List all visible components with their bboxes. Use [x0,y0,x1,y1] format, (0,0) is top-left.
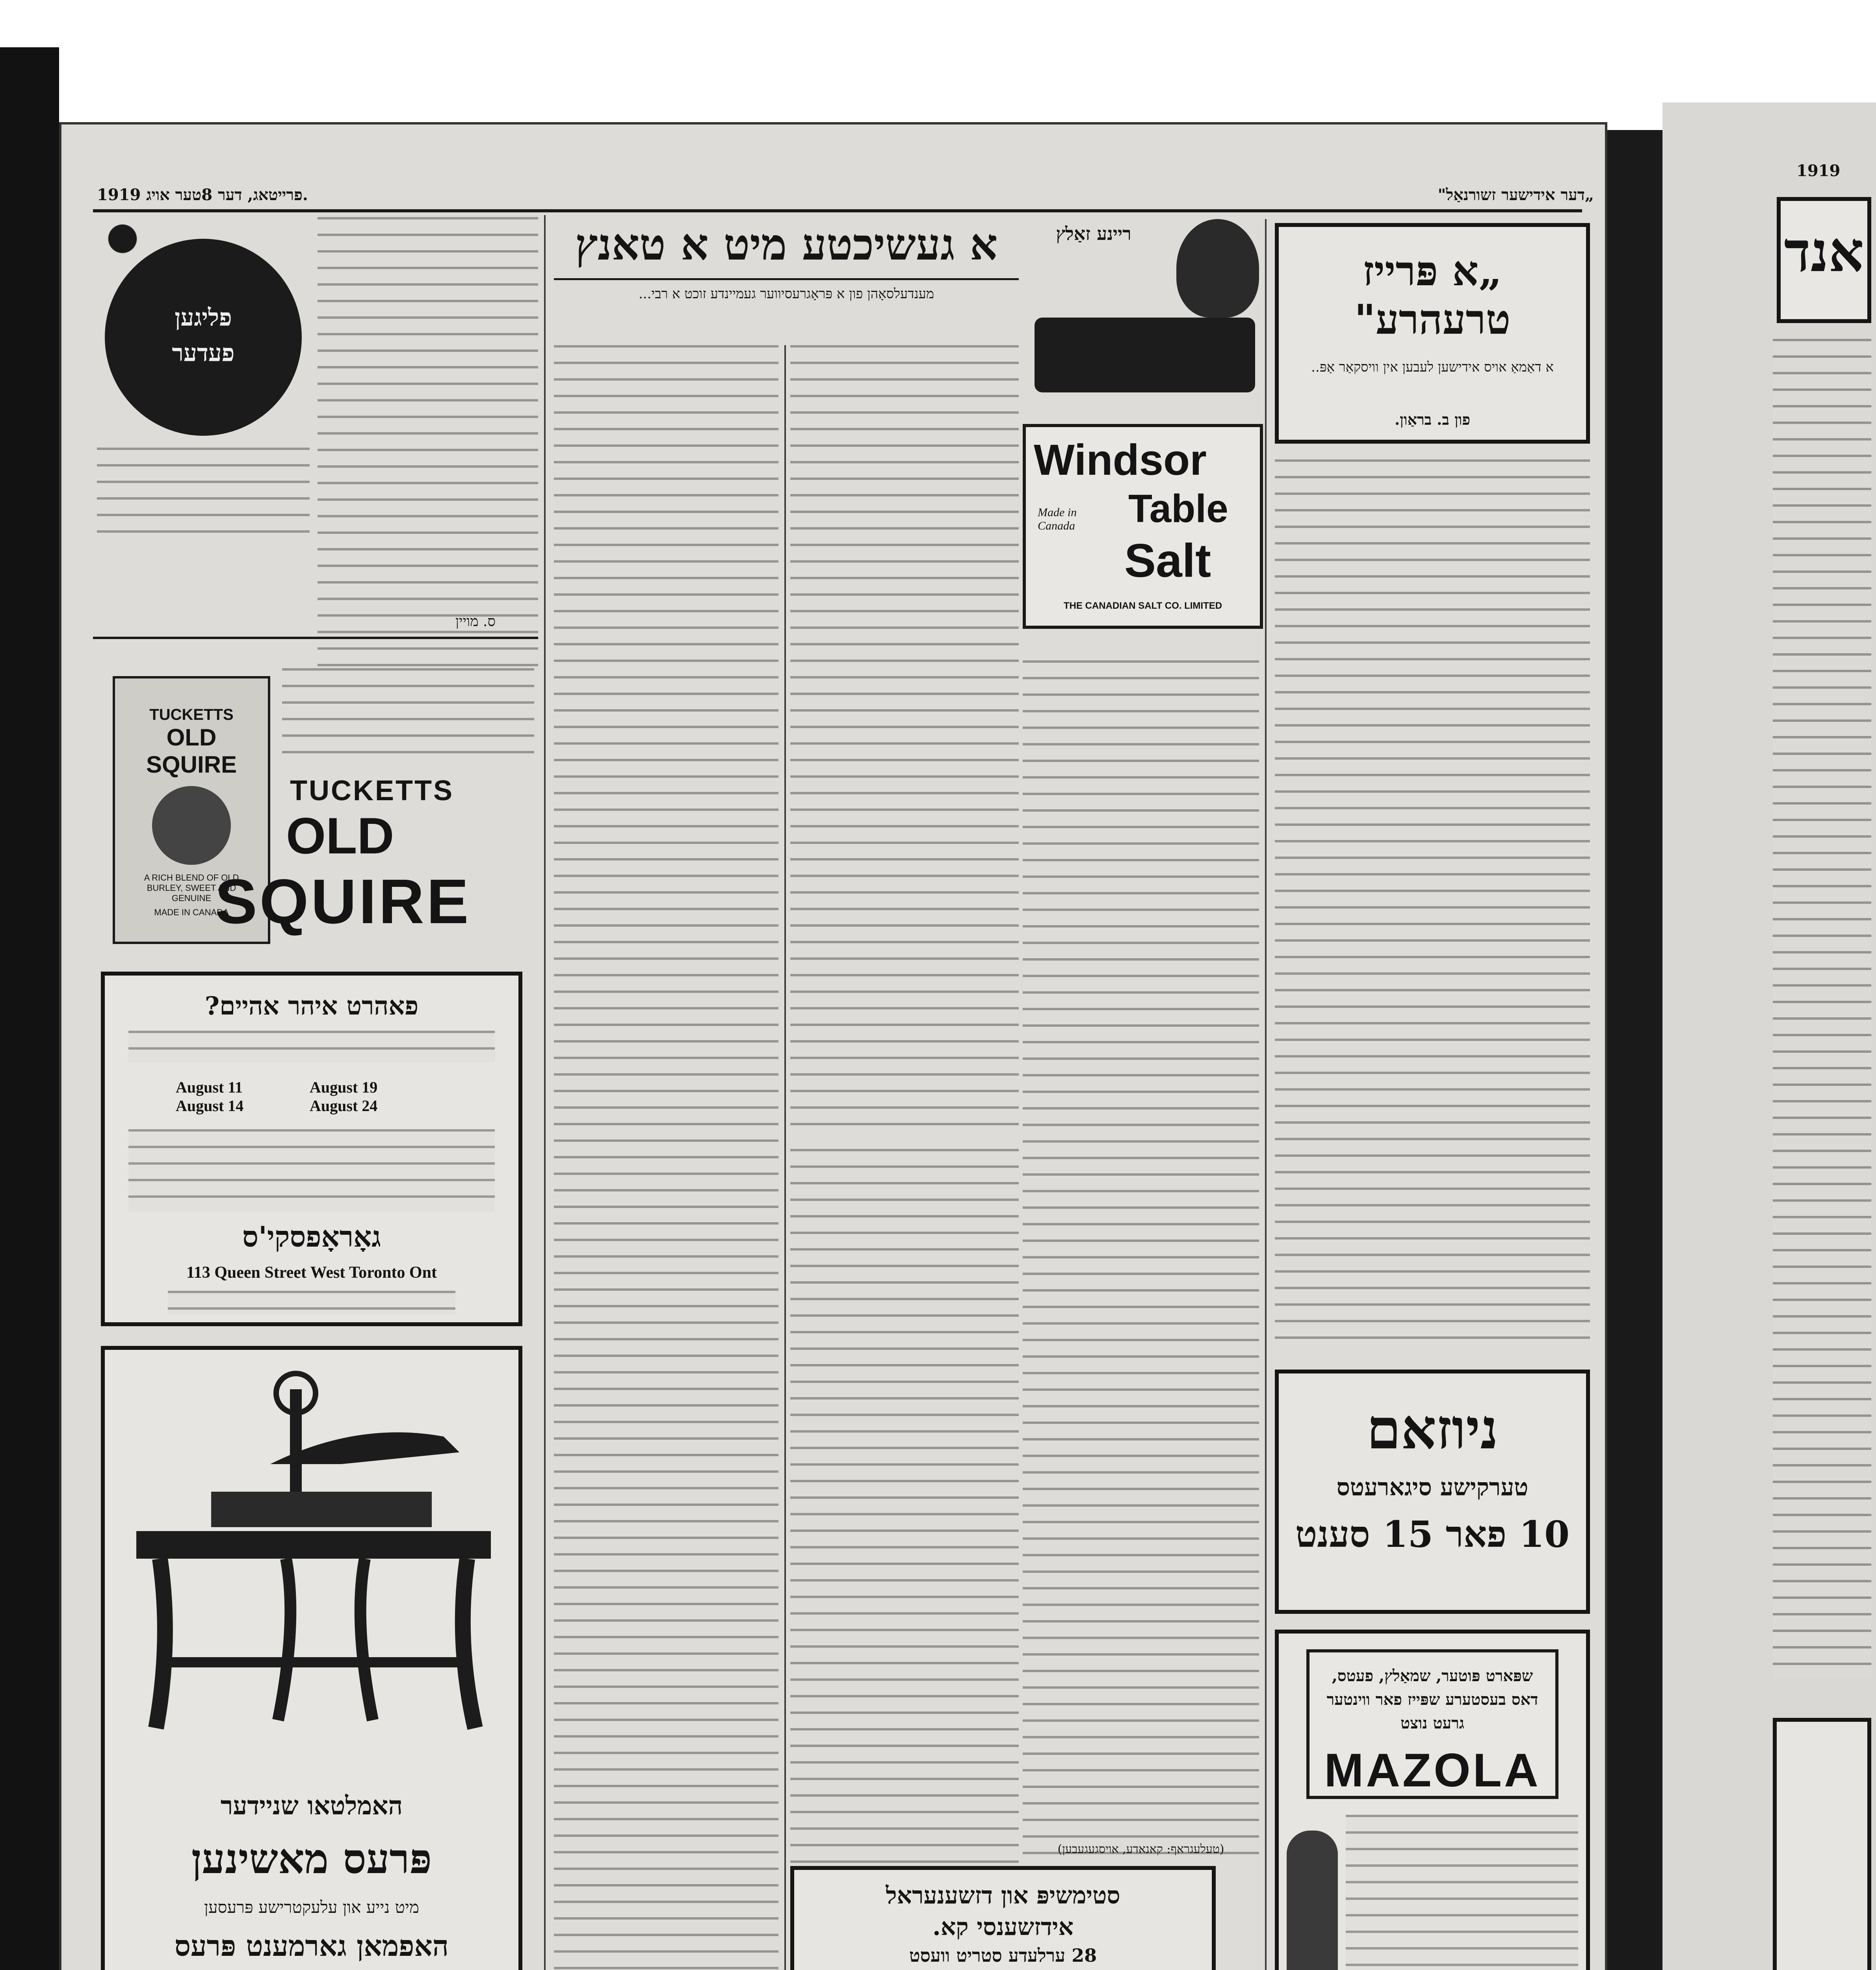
mazola-tagline: שפּארט פּוטער, שמאַלץ, פעטס, דאס בעסטערע שפּייז פאר ווינטער גרעט נוצט [1326,1667,1538,1732]
travel-address: 113 Queen Street West Toronto Ont [186,1264,437,1282]
newsom-subtitle: טערקישע סיגארעטס [1336,1474,1529,1501]
sailing-dates [176,1078,451,1115]
flag-ad [97,215,310,538]
dance-story-heading: א געשיכטע מיט א טאנץ [575,219,998,270]
windsor-brand-3: Salt [1124,534,1211,587]
masthead-title: „דער אידישער זשורנאַל" [1438,186,1594,204]
machine-hoffman: האפמאן גארמענט פּרעס [174,1929,449,1963]
windsor-salt-ad [1023,219,1267,645]
windsor-brand-2: Table [1128,487,1228,531]
header-rule [93,209,1582,212]
tin-made: MADE IN CANADA [154,907,229,917]
col1-article-text [318,217,538,674]
pressing-machine-illustration [121,1366,503,1740]
prize-story-box [1275,223,1590,444]
col3-text-left [1023,660,1259,1854]
windsor-brand: Windsor [1034,436,1207,484]
flag-ad-line2: פעדער [172,339,235,367]
tin-name-2: SQUIRE [146,751,237,778]
section-rule-1 [93,637,538,639]
travel-ad-title: פאהרט איהר אהיים? [204,991,419,1021]
travel-ad-lines-3 [168,1291,455,1314]
steamship-title-2: אידזשענסי קא. [932,1913,1074,1941]
heading-rule [554,278,1019,280]
flag-ad-line1: פליגען [175,304,232,331]
col2-text-left [554,345,778,1970]
newsom-price: 10 פאר 15 סענט [1295,1513,1570,1556]
prize-story-title: „א פּרייז טרעהרע" [1354,247,1511,344]
tin-brand: TUCKETTS [149,706,234,723]
old-squire-name-2: SQUIRE [215,866,471,937]
machine-subtitle: מיט נייע און עלעקטרישע פּרעסען [204,1898,419,1917]
old-squire-brand: TUCKETTS [290,775,454,807]
steamship-ad [790,1866,1216,1970]
adjacent-text [1773,339,1871,1678]
tin-name-1: OLD [166,724,217,751]
travel-ad [101,972,522,1326]
chef-icon [1176,219,1259,318]
windsor-company: THE CANADIAN SALT CO. LIMITED [1063,600,1222,611]
adjacent-ad-box [1773,1718,1871,1970]
prize-story-subtitle: א דאַמאַ אויס אידישען לעבען אין וויסקאַר אַפּ.. [1311,359,1554,375]
page-date-line: 1919 פרייטאג, דער 8טער אויג. [97,186,308,204]
salt-bowl-icon [1035,318,1255,392]
column-divider-2 [784,345,786,1970]
newsom-title: ניוזאם [1366,1397,1499,1462]
newsom-ad [1275,1370,1590,1614]
article-signature: ס. מויין [455,613,496,630]
windsor-made-in: Made in Canada [1038,506,1077,532]
adjacent-page [1662,102,1876,1970]
newspaper-page [59,122,1607,1970]
column-divider-1 [544,215,546,1970]
machine-title-1: האמלטאו שניידער [220,1791,403,1821]
film-edge-right [1607,130,1662,1970]
sailing-date-1: August 11 [176,1078,243,1096]
mazola-text [1346,1815,1578,1970]
travel-company: גאָראָפסקי'ס [242,1220,381,1253]
squire-portrait-icon [152,786,231,865]
windsor-logo-box [1023,424,1263,629]
mazola-brand: MAZOLA [1324,1744,1541,1797]
old-squire-ad [97,652,542,960]
col2-text-right-bottom [790,1149,1019,1970]
col3-text-right [1275,459,1590,1350]
travel-ad-lines-2 [128,1129,495,1212]
flag-ad-circle [105,239,302,436]
adjacent-page-year: 1919 [1796,162,1841,180]
tin-blend: A RICH BLEND OF OLD BURLEY, SWEET AND GENUINE [144,873,239,903]
bee-icon [97,215,148,262]
adjacent-headline: אנד [1784,220,1864,284]
closing-note: (טעלעגראף: קאנאדע, אויסגעגעבען) [1057,1842,1224,1856]
intro-paragraph: מענדעלסאָהן פון א פּראָגרעסיווער געמיינדע זוכט א רבי... [638,286,934,302]
pressing-machine-ad [101,1346,522,1970]
prize-story-author: פון ב. בראַון. [1394,411,1471,428]
col2-text-right-top [790,345,1019,1133]
figure-illustration-icon [1287,1831,1338,1970]
windsor-top-label: ריינע זאַלץ [1056,223,1131,244]
film-edge-left [0,47,59,1970]
mazola-ad [1275,1630,1590,1970]
mazola-headline-box [1306,1649,1558,1799]
column-divider-3 [1265,219,1267,1970]
old-squire-name-1: OLD [286,807,394,864]
adjacent-headline-box [1777,197,1871,323]
sailing-date-2: August 19 [310,1078,378,1096]
machine-title-2: פּרעס מאשינען [191,1834,432,1883]
steamship-title-1: סטימשיפּ און דזשענעראל [886,1882,1120,1909]
steamship-address-yiddish: 28 ערלעדע סטריט וועסט [909,1945,1097,1966]
travel-ad-lines-1 [128,1031,495,1062]
flag-ad-text [97,448,310,538]
sailing-date-3: August 14 [176,1097,244,1115]
sailing-date-4: August 24 [310,1097,378,1115]
